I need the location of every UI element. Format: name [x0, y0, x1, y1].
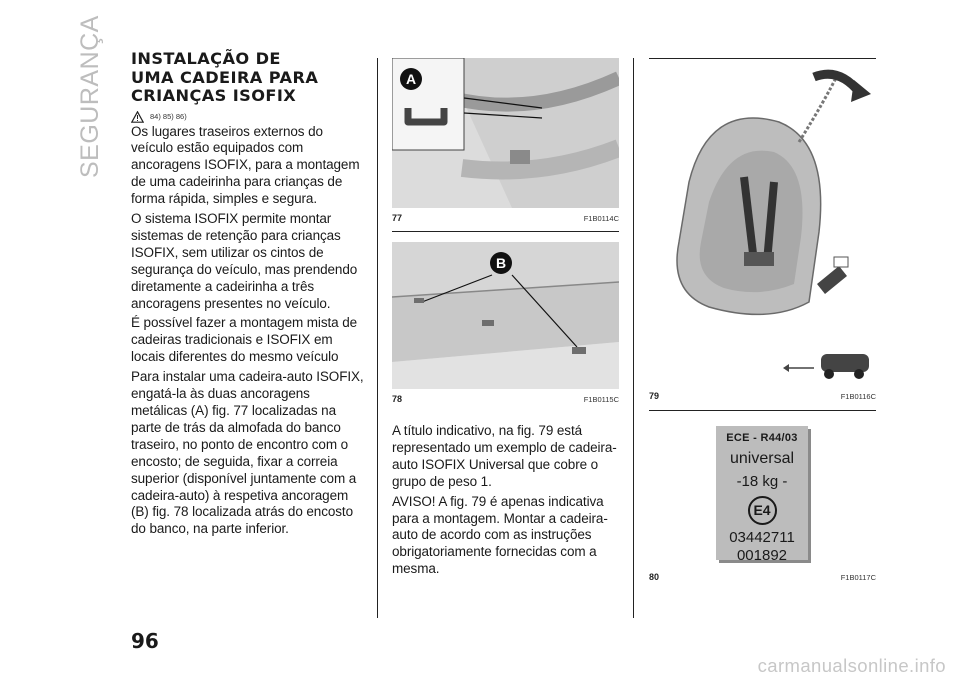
column-divider: [633, 58, 634, 618]
e-mark-icon: E4: [748, 496, 777, 525]
warning-triangle-icon: [131, 111, 144, 123]
section-heading: [131, 50, 364, 106]
label-standard: ECE - R44/03: [726, 432, 798, 444]
paragraph: Os lugares traseiros externos do veículo estão equipados com ancoragens ISOFIX, para a montagem de uma cadeirinha para crianças de forma rápida, simples e segura.: [131, 123, 360, 207]
paragraph: Para instalar uma cadeira-auto ISOFIX, engatá-la às duas ancoragens metálicas (A) fig. 77 localizadas na parte de trás da almofada do banco traseiro, no ponto de encontro com o encosto; de seguida, fixar a correia superior (disponível juntamente com a cadeira-auto) à respetiva ancoragem (B) fig. 78 localizada atrás do encosto do banco, na parte inferior.: [131, 369, 364, 537]
figure-80-number: 80: [649, 572, 660, 582]
figure-divider: [392, 231, 619, 232]
figure-divider: [649, 58, 876, 59]
callout-a: A: [400, 68, 422, 90]
label-category: universal: [729, 450, 795, 467]
figure-80-code: F1B0117C: [840, 573, 876, 582]
figure-79-image: [649, 62, 876, 387]
watermark: carmanualsonline.info: [757, 655, 946, 676]
figure-79-code: F1B0116C: [840, 392, 876, 401]
figure-78-number: 78: [392, 394, 403, 404]
column-1: [131, 50, 364, 541]
heading-line-1: INSTALAÇÃO DE: [131, 49, 281, 68]
paragraph: A título indicativo, na fig. 79 está representado um exemplo de cadeira-auto ISOFIX Universal que cobre o grupo de peso 1.: [392, 423, 617, 489]
callout-b: B: [490, 252, 512, 274]
figure-79-number: 79: [649, 391, 660, 401]
figure-77-number: 77: [392, 213, 403, 223]
page-number: 96: [131, 629, 159, 653]
heading-line-2: UMA CADEIRA PARA: [131, 67, 319, 87]
column-divider: [377, 58, 378, 618]
isofix-anchor-illustration: [392, 58, 619, 208]
approval-label: [716, 426, 808, 564]
heading-line-3: CRIANÇAS ISOFIX: [131, 86, 297, 105]
label-approval-number: 03442711: [729, 529, 795, 546]
figure-78-image: [392, 242, 619, 389]
paragraph: É possível fazer a montagem mista de cadeiras tradicionais e ISOFIX em locais diferentes do mesmo veículo: [131, 315, 358, 365]
child-seat-illustration: [649, 62, 876, 387]
section-label: SEGURANÇA: [76, 15, 104, 178]
figure-77-image: [392, 58, 619, 208]
warning-refs: [131, 110, 364, 124]
paragraph: AVISO! A fig. 79 é apenas indicativa para a montagem. Montar a cadeira-auto de acordo com as instruções obrigatoriamente fornecidas com a mesma.: [392, 493, 608, 577]
column-2-text: [392, 423, 621, 581]
label-serial-number: 001892: [736, 547, 788, 564]
label-weight: -18 kg -: [736, 473, 788, 490]
figure-divider: [649, 410, 876, 411]
warning-refs-text: 84) 85) 86): [150, 112, 187, 121]
paragraph: O sistema ISOFIX permite montar sistemas de retenção para crianças ISOFIX, sem utilizar os cintos de segurança do veículo, mas prendendo diretamente a cadeirinha a três ancoragens presentes no veículo.: [131, 211, 358, 311]
figure-78-code: F1B0115C: [583, 395, 619, 404]
figure-77-code: F1B0114C: [583, 214, 619, 223]
